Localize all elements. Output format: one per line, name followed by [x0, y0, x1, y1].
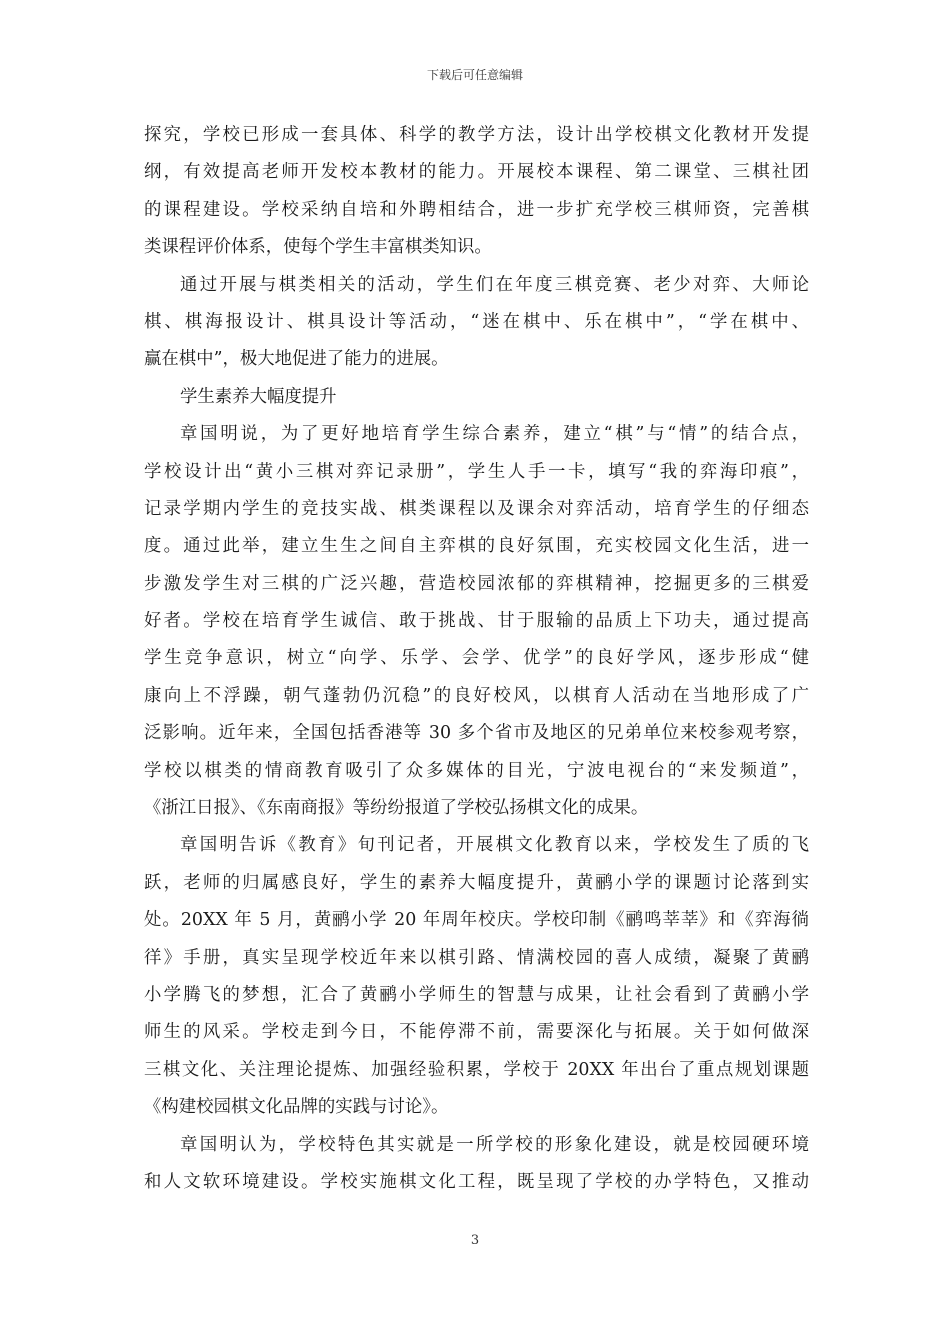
text-line: 《浙江日报》、《东南商报》等纷纷报道了学校弘扬棋文化的成果。 — [144, 798, 649, 819]
text-line: 好者。学校在培育学生诚信、敢于挑战、甘于服输的品质上下功夫，通过提高 — [144, 611, 809, 632]
text-line: 学校以棋类的情商教育吸引了众多媒体的目光，宁波电视台的“来发频道”， — [144, 760, 809, 781]
text-line: 记录学期内学生的竞技实战、棋类课程以及课余对弈活动，培育学生的仔细态 — [144, 498, 809, 519]
text-line: 学生素养大幅度提升 — [180, 386, 337, 407]
text-line: 学生竞争意识，树立“向学、乐学、会学、优学”的良好学风，逐步形成“健 — [144, 648, 809, 669]
text-line: 和人文软环境建设。学校实施棋文化工程，既呈现了学校的办学特色，又推动 — [144, 1171, 809, 1192]
text-line: 小学腾飞的梦想，汇合了黄鹂小学师生的智慧与成果，让社会看到了黄鹂小学 — [144, 984, 809, 1005]
text-line: 赢在棋中”，极大地促进了能力的进展。 — [144, 349, 449, 370]
text-line: 纲，有效提高老师开发校本教材的能力。开展校本课程、第二课堂、三棋社团 — [144, 162, 809, 183]
text-line: 章国明说，为了更好地培育学生综合素养，建立“棋”与“情”的结合点， — [180, 424, 809, 445]
text-line: 跃，老师的归属感良好，学生的素养大幅度提升，黄鹂小学的课题讨论落到实 — [144, 872, 809, 893]
text-line: 康向上不浮躁，朝气蓬勃仍沉稳”的良好校风，以棋育人活动在当地形成了广 — [144, 685, 809, 706]
text-line: 师生的风采。学校走到今日，不能停滞不前，需要深化与拓展。关于如何做深 — [144, 1022, 809, 1043]
text-line: 《构建校园棋文化品牌的实践与讨论》。 — [144, 1097, 449, 1118]
document-body — [144, 117, 809, 1201]
text-line: 章国明认为，学校特色其实就是一所学校的形象化建设，就是校园硬环境 — [180, 1134, 809, 1155]
text-line: 步激发学生对三棋的广泛兴趣，营造校园浓郁的弈棋精神，挖掘更多的三棋爱 — [144, 573, 809, 594]
text-line: 的课程建设。学校采纳自培和外聘相结合，进一步扩充学校三棋师资，完善棋 — [144, 199, 809, 220]
text-line: 探究，学校已形成一套具体、科学的教学方法，设计出学校棋文化教材开发提 — [144, 125, 809, 145]
text-line: 处。20XX 年 5 月，黄鹂小学 20 年周年校庆。学校印制《鹂鸣莘莘》和《弈海徜 — [144, 910, 809, 931]
text-line: 徉》手册，真实呈现学校近年来以棋引路、情满校园的喜人成绩，凝聚了黄鹂 — [144, 947, 809, 968]
text-line: 类课程评价体系，使每个学生丰富棋类知识。 — [144, 237, 492, 258]
text-line: 学校设计出“黄小三棋对弈记录册”，学生人手一卡，填写“我的弈海印痕”， — [144, 461, 809, 482]
text-line: 三棋文化、关注理论提炼、加强经验积累，学校于 20XX 年出台了重点规划课题 — [144, 1059, 809, 1080]
text-line: 章国明告诉《教育》旬刊记者，开展棋文化教育以来，学校发生了质的飞 — [180, 835, 809, 856]
text-line: 度。通过此举，建立生生之间自主弈棋的良好氛围，充实校园文化生活，进一 — [144, 536, 809, 557]
text-line: 通过开展与棋类相关的活动，学生们在年度三棋竞赛、老少对弈、大师论 — [180, 274, 809, 295]
text-line: 泛影响。近年来，全国包括香港等 30 多个省市及地区的兄弟单位来校参观考察， — [144, 723, 809, 744]
text-line: 棋、棋海报设计、棋具设计等活动，“迷在棋中、乐在棋中”，“学在棋中、 — [144, 311, 809, 332]
page-number: 3 — [470, 1233, 480, 1248]
page-header: 下载后可任意编辑 — [426, 68, 523, 82]
